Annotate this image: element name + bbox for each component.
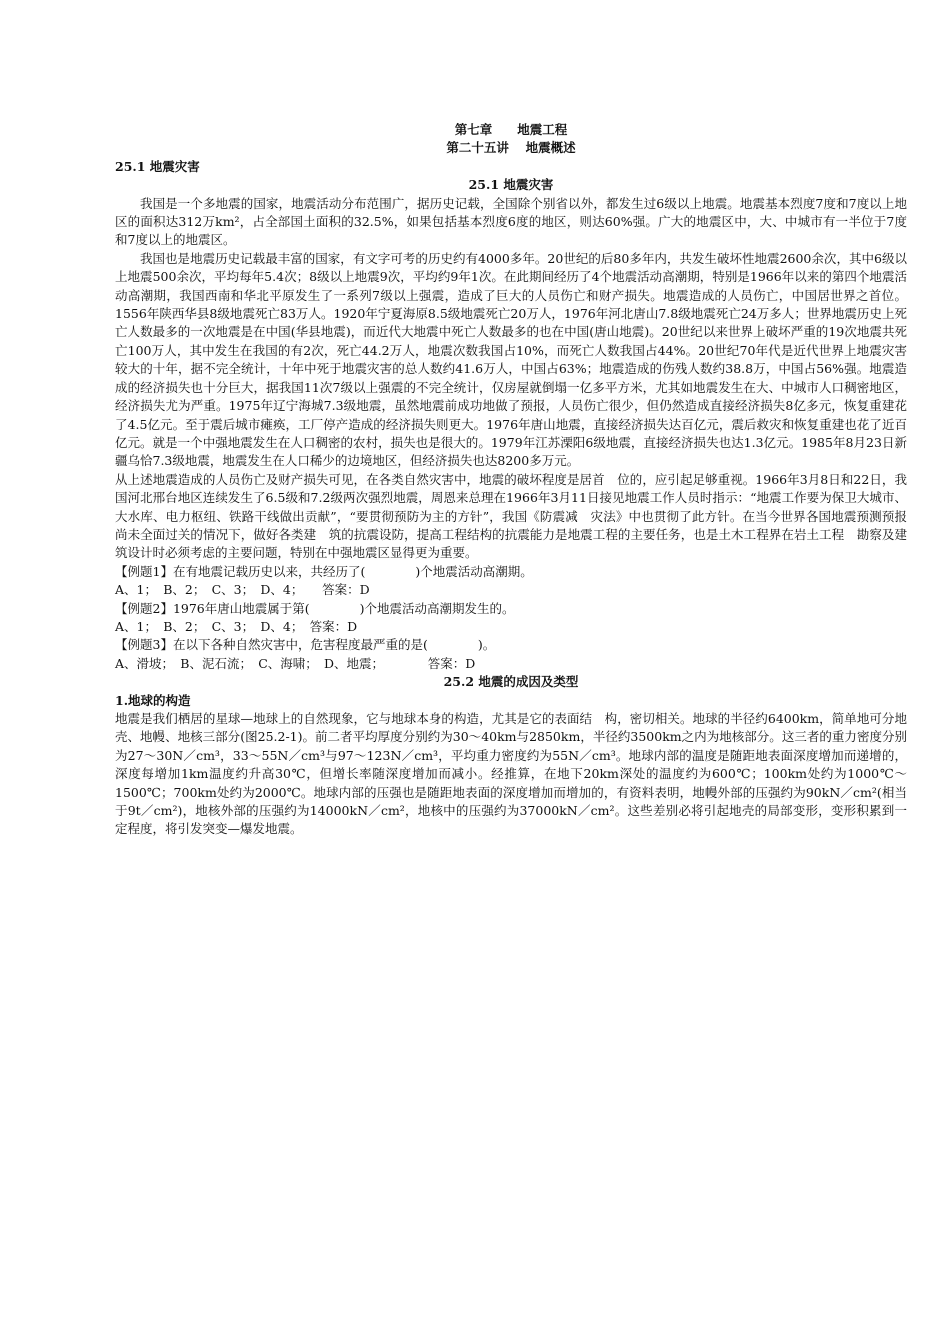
section-label: 25.1 地震灾害 — [115, 158, 200, 174]
document-page — [115, 121, 907, 839]
example-question-3: 【例题3】在以下各种自然灾害中，危害程度最严重的是( )。 — [115, 637, 496, 653]
example-answer-3: A、滑坡； B、泥石流； C、海啸； D、地震； 答案：D — [115, 655, 476, 671]
paragraph-3: 从上述地震造成的人员伤亡及财产损失可见，在各类自然灾害中，地震的破坏程度是居首 位的，应引起足够重视。1966年3月8日和22日，我国河北邢台地区连续发生了6.5级和7.2级两次强烈地震，周恩来总理在1966年3月11日接见地震工作人员时指示：“地震工作要为保卫大城市、大水库、电力枢纽、铁路干线做出贡献”，“要贯彻预防为主的方针”，我国《防震减 灾法》中也贯彻了此方针。在当今世界各国地震预测预报尚未全面过关的情况下，做好各类建 筑的抗震设防，提高工程结构的抗震能力是地震工程的主要任务，也是土木工程界在岩土工程 勘察及建筑设计时必须考虑的主要问题，特别在中强地震区显得更为重要。 — [115, 471, 907, 561]
example-answer-1: A、1； B、2； C、3； D、4； 答案：D — [115, 582, 370, 598]
paragraph-1: 我国是一个多地震的国家，地震活动分布范围广，据历史记载，全国除个别省以外，都发生过6级以上地震。地震基本烈度7度和7度以上地区的面积达312万km²，占全部国土面积的32.5%，如果包括基本烈度6度的地区，则达60%强。广大的地震区中，大、中城市有一半位于7度和7度以上的地震区。 — [115, 195, 907, 248]
example-question-1: 【例题1】在有地震记载历史以来，共经历了( )个地震活动高潮期。 — [115, 563, 533, 579]
section2-paragraph: 地震是我们栖居的星球—地球上的自然现象，它与地球本身的构造，尤其是它的表面结 构，密切相关。地球的半径约6400km，简单地可分地壳、地幔、地核三部分(图25.2-1)。前二者平均厚度分别约为30～40km与2850km，半径约3500km之内为地核部分。这三者的重力密度分别为27～30N／cm³，33～55N／cm³与97～123N／cm³，平均重力密度约为55N／cm³。地球内部的温度是随距地表面深度增加而递增的，深度每增加1km温度约升高30℃，但增长率随深度增加而减小。经推算，在地下20km深处的温度约为600℃；100km处约为1000℃～1500℃；700km处约为2000℃。地球内部的压强也是随距地表面的深度增加而增加的，有资料表明，地幔外部的压强约为90kN／cm²(相当于9t／cm²)，地核外部的压强约为14000kN／cm²，地核中的压强约为37000kN／cm²。这些差别必将引起地壳的局部变形，变形积累到一定程度，将引发突变—爆发地震。 — [115, 711, 907, 837]
subheading-earth-structure: 1.地球的构造 — [115, 692, 191, 708]
section2-heading: 25.2 地震的成因及类型 — [443, 674, 579, 690]
example-question-2: 【例题2】1976年唐山地震属于第( )个地震活动高潮期发生的。 — [115, 600, 515, 616]
chapter-title: 第七章 地震工程 — [454, 122, 568, 137]
example-answer-2: A、1； B、2； C、3； D、4； 答案：D — [115, 618, 358, 634]
paragraph-2: 我国也是地震历史记载最丰富的国家，有文字可考的历史约有4000多年。20世纪的后80多年内，共发生破坏性地震2600余次，其中6级以上地震500余次，平均每年5.4次；8级以上地震9次，平均约9年1次。在此期间经历了4个地震活动高潮期，特别是1966年以来的第四个地震活动高潮期，我国西南和华北平原发生了一系列7级以上强震，造成了巨大的人员伤亡和财产损失。地震造成的人员伤亡，中国居世界之首位。1556年陕西华县8级地震死亡83万人。1920年宁夏海原8.5级地震死亡20万人，1976年河北唐山7.8级地震死亡24万多人；世界地震历史上死亡人数最多的一次地震是在中国(华县地震)，而近代大地震中死亡人数最多的也在中国(唐山地震)。20世纪以来世界上破坏严重的19次地震共死亡100万人，其中发生在我国的有2次，死亡44.2万人，地震次数我国占10%，而死亡人数我国占44%。20世纪70年代是近代世界上地震灾害较大的十年，据不完全统计，十年中死于地震灾害的总人数约41.6万人，中国占63%；地震造成的伤残人数约38.8万，中国占56%强。地震造成的经济损失也十分巨大，据我国11次7级以上强震的不完全统计，仅房屋就倒塌一亿多平方米，尤其如地震发生在大、中城市人口稠密地区，经济损失尤为严重。1975年辽宁海城7.3级地震，虽然地震前成功地做了预报，人员伤亡很少，但仍然造成直接经济损失8亿多元，恢复重建花了4.5亿元。至于震后城市瘫痪，工厂停产造成的经济损失则更大。1976年唐山地震，直接经济损失达百亿元，震后救灾和恢复重建也花了近百亿元。就是一个中强地震发生在人口稠密的农村，损失也是很大的。1979年江苏溧阳6级地震，直接经济损失也达1.3亿元。1985年8月23日新疆乌恰7.3级地震，地震发生在人口稀少的边境地区，但经济损失也达8200多万元。 — [115, 250, 907, 469]
section-heading: 25.1 地震灾害 — [468, 177, 554, 193]
lecture-title: 第二十五讲 地震概述 — [446, 140, 576, 156]
